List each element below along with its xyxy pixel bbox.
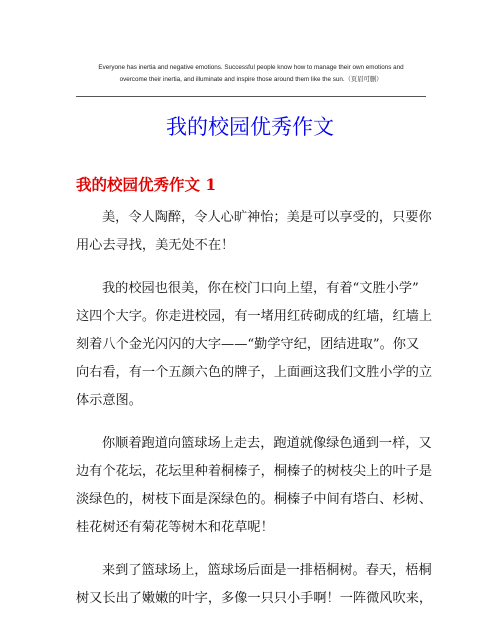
- text-line: 向右看，有一个五颜六色的牌子，上面画这我们文胜小学的立: [76, 365, 433, 380]
- text-line: 刻着八个金光闪闪的大字——“勤学守纪，团结进取”。你又: [76, 337, 420, 352]
- document-body: [76, 204, 433, 628]
- text-line: 淡绿色的，树枝下面是深绿色的。桐榛子中间有塔白、杉树、: [76, 492, 433, 507]
- text-line: 这四个大字。你走进校园，有一堵用红砖砌成的红墙，红墙上: [76, 309, 433, 324]
- text-line: 用心去寻找，美无处不在！: [76, 238, 235, 253]
- paragraph: [76, 204, 432, 260]
- text-line: 边有个花坛，花坛里种着桐榛子，桐榛子的树枝尖上的叶子是: [76, 464, 433, 479]
- paragraph: [76, 430, 433, 542]
- header-note-line: Everyone has inertia and negative emotions. Successful people know how to manage their own emotions and: [98, 64, 404, 71]
- text-line: 你顺着跑道向篮球场上走去，跑道就像绿色通到一样，又: [102, 436, 432, 451]
- page-header-note: [76, 62, 426, 86]
- text-line: 美，令人陶醉，令人心旷神怡；美是可以享受的，只要你: [102, 210, 432, 225]
- text-line: 体示意图。: [76, 393, 142, 408]
- document-title: 我的校园优秀作文: [166, 115, 334, 139]
- text-line: 来到了篮球场上，篮球场后面是一排梧桐树。春天，梧桐: [102, 563, 432, 578]
- paragraph: [76, 557, 433, 613]
- header-divider: [76, 96, 426, 97]
- header-note-line: overcome their inertia, and illuminate and inspire those around them like the sun.（页眉可删）: [119, 76, 383, 83]
- text-line: 桂花树还有菊花等树木和花草呢！: [76, 520, 274, 535]
- section-heading: 我的校园优秀作文 1: [76, 175, 217, 194]
- text-line: 我的校园也很美，你在校门口向上望，有着“文胜小学”: [102, 281, 419, 296]
- text-line: 树又长出了嫩嫩的叶字，多像一只只小手啊！一阵微风吹来，: [76, 591, 433, 606]
- paragraph: [76, 275, 433, 415]
